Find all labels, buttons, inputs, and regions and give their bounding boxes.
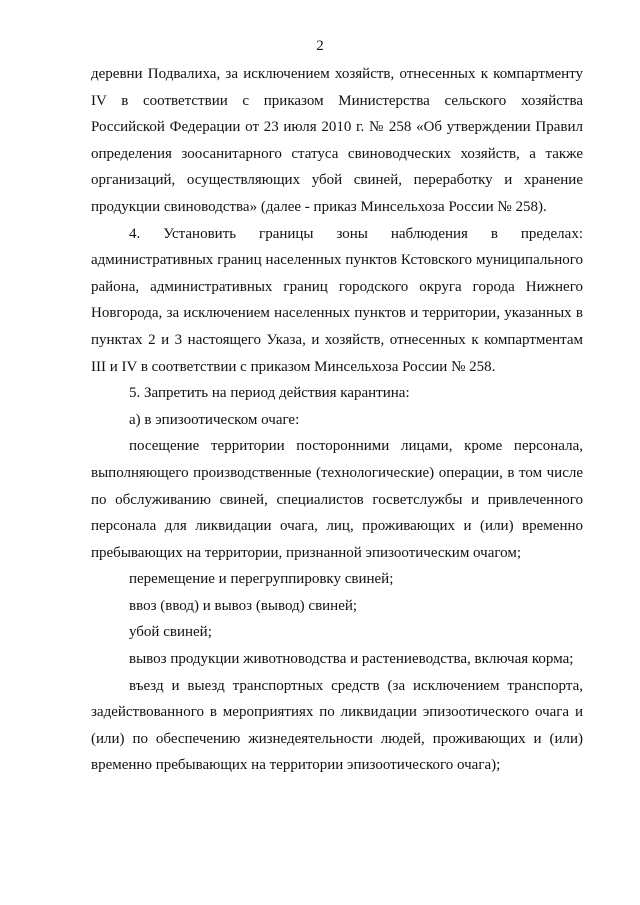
paragraph-restriction-visits: посещение территории посторонними лицами, кроме персонала, выполняющего производственные (технологические) операции, в том числе по обслуживанию свиней, специалистов госветслужбы и привлеченного персонала для ликвидации очага, лиц, проживающих и (или) временно пребывающих на территории, признанной эпизоотическим очагом; [91,438,583,561]
paragraph-item-4: 4. Установить границы зоны наблюдения в пределах: административных границ населенных пунктов Кстовского муниципального района, административных границ городского округа города Нижнего Новгорода, за исключением населенных пунктов и территории, указанных в пунктах 2 и 3 настоящего Указа, и хозяйств, отнесенных к компартментам III и IV в соответствии с приказом Минсельхоза России № 258. [91,225,583,375]
paragraph-continuation: деревни Подвалиха, за исключением хозяйств, отнесенных к компартменту IV в соответствии с приказом Министерства сельского хозяйства Российской Федерации от 23 июля 2010 г. № 258 «Об утверждении Правил определения зоосанитарного статуса свиноводческих хозяйств, а также организаций, осуществляющих убой свиней, переработку и хранение продукции свиноводства» (далее - приказ Минсельхоза России № 258). [91,66,583,215]
paragraph-restriction-products: вывоз продукции животноводства и растениеводства, включая корма; [129,651,574,668]
paragraph-subitem-a: а) в эпизоотическом очаге: [129,411,300,428]
page-number: 2 [316,38,324,54]
paragraph-restriction-import-export: ввоз (ввод) и вывоз (вывод) свиней; [129,597,358,614]
paragraph-restriction-slaughter: убой свиней; [129,624,212,641]
paragraph-restriction-vehicles: въезд и выезд транспортных средств (за исключением транспорта, задействованного в мероприятиях по ликвидации эпизоотического очага и (или) по обеспечению жизнедеятельности людей, проживающих и (или) временно пребывающих на территории эпизоотического очага); [91,677,583,774]
paragraph-restriction-movement: перемещение и перегруппировку свиней; [129,571,394,588]
document-body [91,61,583,779]
paragraph-item-5: 5. Запретить на период действия карантина: [129,385,410,402]
